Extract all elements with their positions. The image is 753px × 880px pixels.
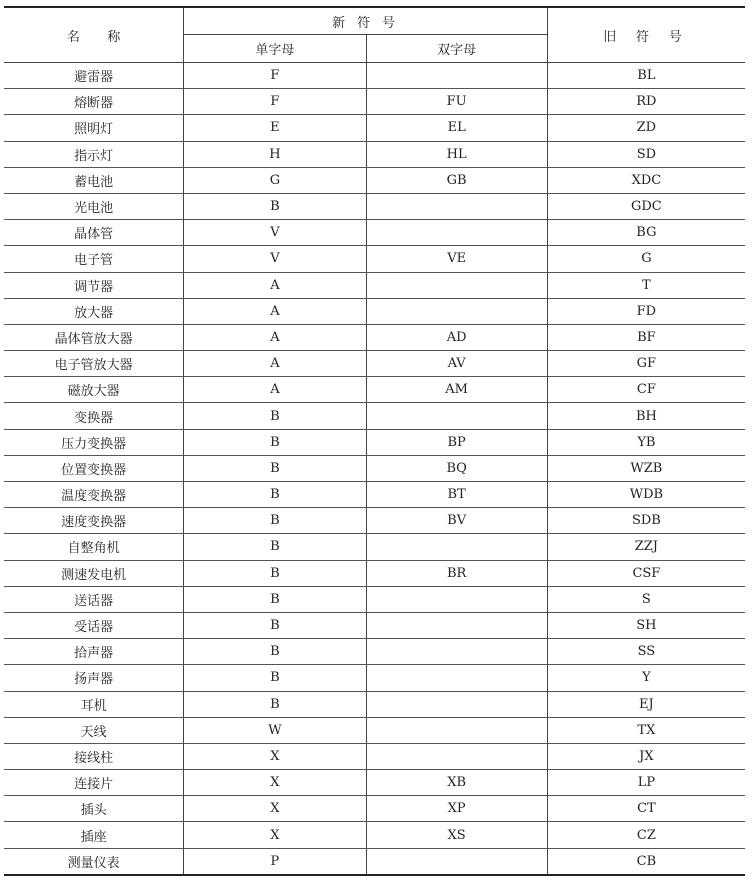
cell-name: 电子管 (4, 246, 184, 272)
cell-old-symbol: BH (547, 403, 745, 429)
cell-single-letter: X (184, 796, 366, 822)
cell-name: 受话器 (4, 612, 184, 638)
table-row (4, 508, 745, 534)
table-row (4, 534, 745, 560)
cell-old-symbol: SDB (547, 508, 745, 534)
cell-name: 测量仪表 (4, 848, 184, 875)
cell-old-symbol: BF (547, 324, 745, 350)
cell-double-letter: FU (366, 89, 547, 115)
cell-double-letter (366, 691, 547, 717)
cell-name: 速度变换器 (4, 508, 184, 534)
cell-old-symbol: TX (547, 717, 745, 743)
cell-single-letter: B (184, 403, 366, 429)
cell-single-letter: B (184, 665, 366, 691)
cell-double-letter: AD (366, 324, 547, 350)
cell-name: 插座 (4, 822, 184, 848)
cell-double-letter: XP (366, 796, 547, 822)
cell-single-letter: B (184, 508, 366, 534)
cell-old-symbol: JX (547, 743, 745, 769)
cell-double-letter (366, 848, 547, 875)
cell-old-symbol: CF (547, 377, 745, 403)
cell-single-letter: H (184, 141, 366, 167)
table-row (4, 193, 745, 219)
cell-double-letter: BQ (366, 455, 547, 481)
cell-single-letter: A (184, 298, 366, 324)
table-body (4, 63, 745, 875)
cell-old-symbol: FD (547, 298, 745, 324)
cell-double-letter: EL (366, 115, 547, 141)
cell-name: 插头 (4, 796, 184, 822)
table-row (4, 482, 745, 508)
cell-name: 避雷器 (4, 63, 184, 89)
cell-single-letter: B (184, 560, 366, 586)
table-row (4, 324, 745, 350)
cell-double-letter (366, 743, 547, 769)
cell-name: 压力变换器 (4, 429, 184, 455)
cell-single-letter: F (184, 63, 366, 89)
table-row (4, 89, 745, 115)
header-name (4, 7, 184, 63)
cell-old-symbol: ZZJ (547, 534, 745, 560)
cell-single-letter: B (184, 482, 366, 508)
cell-single-letter: A (184, 377, 366, 403)
cell-double-letter (366, 220, 547, 246)
table-row (4, 455, 745, 481)
cell-single-letter: B (184, 429, 366, 455)
cell-name: 温度变换器 (4, 482, 184, 508)
cell-single-letter: P (184, 848, 366, 875)
table-row (4, 63, 745, 89)
cell-double-letter (366, 665, 547, 691)
cell-single-letter: B (184, 691, 366, 717)
cell-double-letter (366, 272, 547, 298)
table-row (4, 298, 745, 324)
cell-old-symbol: SS (547, 639, 745, 665)
cell-single-letter: V (184, 246, 366, 272)
cell-name: 指示灯 (4, 141, 184, 167)
cell-name: 照明灯 (4, 115, 184, 141)
cell-name: 调节器 (4, 272, 184, 298)
cell-name: 变换器 (4, 403, 184, 429)
cell-single-letter: B (184, 639, 366, 665)
table-row (4, 167, 745, 193)
cell-double-letter: AV (366, 351, 547, 377)
table-row (4, 665, 745, 691)
cell-single-letter: G (184, 167, 366, 193)
cell-old-symbol: RD (547, 89, 745, 115)
cell-double-letter (366, 193, 547, 219)
table-row (4, 429, 745, 455)
table-header (4, 7, 745, 63)
cell-single-letter: X (184, 770, 366, 796)
header-double-letter: 双字母 (366, 35, 547, 63)
header-single-letter: 单字母 (184, 35, 366, 63)
cell-old-symbol: CZ (547, 822, 745, 848)
cell-name: 天线 (4, 717, 184, 743)
header-old-symbol-label: 旧 符 号 (603, 29, 690, 45)
table-row (4, 743, 745, 769)
cell-old-symbol: CB (547, 848, 745, 875)
cell-single-letter: V (184, 220, 366, 246)
cell-single-letter: A (184, 272, 366, 298)
table-row (4, 770, 745, 796)
cell-double-letter: XB (366, 770, 547, 796)
cell-name: 晶体管 (4, 220, 184, 246)
cell-double-letter (366, 534, 547, 560)
cell-name: 自整角机 (4, 534, 184, 560)
cell-name: 送话器 (4, 586, 184, 612)
table-row (4, 403, 745, 429)
cell-old-symbol: XDC (547, 167, 745, 193)
cell-old-symbol: WZB (547, 455, 745, 481)
cell-double-letter: VE (366, 246, 547, 272)
cell-old-symbol: LP (547, 770, 745, 796)
table-row (4, 272, 745, 298)
cell-old-symbol: YB (547, 429, 745, 455)
header-old-symbol (547, 7, 745, 63)
cell-single-letter: B (184, 193, 366, 219)
cell-single-letter: X (184, 822, 366, 848)
cell-double-letter (366, 63, 547, 89)
cell-double-letter (366, 612, 547, 638)
table-row (4, 848, 745, 875)
header-new-symbol (184, 7, 547, 35)
table-row (4, 639, 745, 665)
cell-single-letter: A (184, 324, 366, 350)
cell-double-letter (366, 403, 547, 429)
cell-single-letter: W (184, 717, 366, 743)
cell-old-symbol: EJ (547, 691, 745, 717)
cell-name: 晶体管放大器 (4, 324, 184, 350)
cell-old-symbol: BL (547, 63, 745, 89)
cell-name: 连接片 (4, 770, 184, 796)
cell-old-symbol: G (547, 246, 745, 272)
table-row (4, 377, 745, 403)
table-row (4, 691, 745, 717)
cell-name: 光电池 (4, 193, 184, 219)
table-row (4, 717, 745, 743)
cell-single-letter: X (184, 743, 366, 769)
header-new-symbol-label: 新 符 号 (332, 15, 399, 31)
cell-name: 放大器 (4, 298, 184, 324)
cell-old-symbol: WDB (547, 482, 745, 508)
cell-double-letter: AM (366, 377, 547, 403)
symbol-comparison-table (4, 6, 745, 876)
header-name-label: 名 称 (66, 29, 133, 45)
cell-double-letter: BR (366, 560, 547, 586)
cell-old-symbol: GF (547, 351, 745, 377)
cell-name: 磁放大器 (4, 377, 184, 403)
table-row (4, 822, 745, 848)
cell-name: 测速发电机 (4, 560, 184, 586)
cell-name: 蓄电池 (4, 167, 184, 193)
cell-single-letter: E (184, 115, 366, 141)
cell-double-letter (366, 639, 547, 665)
cell-single-letter: B (184, 612, 366, 638)
table-row (4, 115, 745, 141)
cell-old-symbol: T (547, 272, 745, 298)
cell-name: 拾声器 (4, 639, 184, 665)
cell-single-letter: F (184, 89, 366, 115)
cell-single-letter: A (184, 351, 366, 377)
table-row (4, 796, 745, 822)
cell-name: 熔断器 (4, 89, 184, 115)
cell-old-symbol: SD (547, 141, 745, 167)
cell-name: 电子管放大器 (4, 351, 184, 377)
cell-double-letter: BT (366, 482, 547, 508)
cell-double-letter: BV (366, 508, 547, 534)
header-row-1 (4, 7, 745, 35)
cell-double-letter (366, 586, 547, 612)
table-row (4, 220, 745, 246)
table-row (4, 586, 745, 612)
cell-double-letter: GB (366, 167, 547, 193)
cell-single-letter: B (184, 534, 366, 560)
cell-double-letter (366, 298, 547, 324)
cell-old-symbol: CT (547, 796, 745, 822)
cell-old-symbol: SH (547, 612, 745, 638)
cell-name: 扬声器 (4, 665, 184, 691)
cell-single-letter: B (184, 455, 366, 481)
table-row (4, 351, 745, 377)
table-row (4, 612, 745, 638)
cell-old-symbol: BG (547, 220, 745, 246)
cell-old-symbol: S (547, 586, 745, 612)
cell-single-letter: B (184, 586, 366, 612)
cell-old-symbol: ZD (547, 115, 745, 141)
cell-double-letter: BP (366, 429, 547, 455)
cell-double-letter: HL (366, 141, 547, 167)
cell-name: 位置变换器 (4, 455, 184, 481)
cell-old-symbol: CSF (547, 560, 745, 586)
cell-old-symbol: Y (547, 665, 745, 691)
table-row (4, 246, 745, 272)
cell-double-letter (366, 717, 547, 743)
table-row (4, 560, 745, 586)
cell-double-letter: XS (366, 822, 547, 848)
cell-old-symbol: GDC (547, 193, 745, 219)
table-row (4, 141, 745, 167)
cell-name: 接线柱 (4, 743, 184, 769)
cell-name: 耳机 (4, 691, 184, 717)
